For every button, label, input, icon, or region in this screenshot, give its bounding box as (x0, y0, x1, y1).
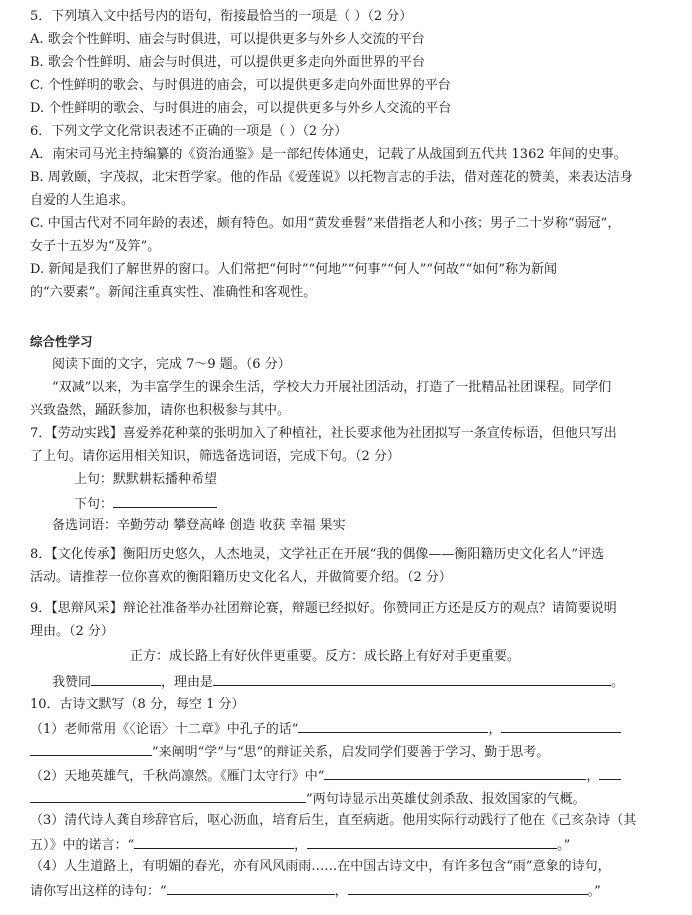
q10-stem: 10．古诗文默写（8 分，每空 1 分） (30, 697, 245, 712)
q10-p2-text-a: （2）天地英雄气，千秋尚凛然。《雁门太守行》中“ (30, 769, 325, 784)
q10-p3-comma: ， (294, 838, 308, 853)
section-para-line2: 兴致盎然，踊跃参加，请你也积极参与其中。 (30, 403, 291, 418)
q10-p2-blank1[interactable] (324, 766, 586, 780)
section-intro: 阅读下面的文字，完成 7～9 题。（6 分） (52, 357, 291, 372)
q7-stem-line2: 了上句。请你运用相关知识，筛选备选词语，完成下句。（2 分） (30, 449, 400, 464)
q10-p2-text-b: ”两句诗显示出英雄仗剑杀敌、报效国家的气概。 (306, 792, 586, 807)
q6-option-a: A．南宋司马光主持编纂的《资治通鉴》是一部纪传体通史，记载了从战国到五代共 1362 年间的史事。 (30, 147, 627, 162)
q9-stem-line1: 9．【思辩风采】辩论社准备举办社团辩论赛，辩题已经拟好。你赞同正方还是反方的观点？请简要说明 (30, 601, 617, 616)
q8-stem-line1: 8．【文化传承】衡阳历史悠久，人杰地灵，文学社正在开展“我的偶像——衡阳籍历史文化名人”评选 (30, 547, 605, 562)
q5-option-c: C. 个性鲜明的歌会、与时俱进的庙会，可以提供更多走向外面世界的平台 (30, 78, 451, 93)
q9-answer-line (52, 672, 624, 690)
q6-option-c-line2: 女子十五岁为“及笄”。 (30, 239, 161, 254)
q10-p4-blank1[interactable] (167, 881, 335, 895)
q10-p3-close: 。” (557, 838, 571, 853)
q9-side-blank[interactable] (91, 672, 161, 686)
q7-stem-line1: 7．【劳动实践】喜爱养花种菜的张明加入了种植社，社长要求他为社团拟写一条宣传标语，但他只写出 (30, 426, 617, 441)
q6-stem: 6．下列文学文化常识表述不正确的一项是（ ）（2 分） (30, 124, 348, 139)
q10-p2-line1 (30, 766, 621, 784)
q10-p4-blank2[interactable] (348, 881, 588, 895)
q8-stem-line2: 活动。请推荐一位你喜欢的衡阳籍历史文化名人，并做简要介绍。（2 分） (30, 570, 452, 585)
q10-p1-text-b: ”来阐明“学”与“思”的辩证关系，启发同学们要善于学习、勤于思考。 (152, 745, 550, 760)
q7-lower-line (74, 494, 217, 512)
q10-p2-comma: ， (586, 769, 600, 784)
q9-stem-line2: 理由。（2 分） (30, 624, 114, 639)
q6-option-d-line2: 的“六要素”。新闻注重真实性、准确性和客观性。 (30, 285, 317, 300)
q7-upper-line: 上句：默默耕耘播种希望 (74, 472, 218, 487)
q10-p2-line2 (30, 789, 586, 807)
q10-p2-blank2[interactable] (599, 766, 621, 780)
q6-option-c-line1: C. 中国古代对不同年龄的表述，颇有特色。如用“黄发垂髫”来借指老人和小孩；男子二十岁称“弱冠”， (30, 216, 621, 231)
q9-agree-label: 我赞同 (52, 675, 92, 690)
q10-p1-line2 (30, 742, 549, 760)
section-title: 综合性学习 (30, 334, 93, 349)
q5-option-a: A. 歌会个性鲜明、庙会与时俱进，可以提供更多与外乡人交流的平台 (30, 32, 425, 47)
q9-topic: 正方：成长路上有好伙伴更重要。反方：成长路上有好对手更重要。 (130, 649, 521, 664)
q5-option-b: B. 歌会个性鲜明、庙会与时俱进，可以提供更多走向外面世界的平台 (30, 55, 425, 70)
q9-reason-blank[interactable] (213, 672, 611, 686)
q10-p1-blank2[interactable] (501, 719, 621, 733)
q10-p4-text-b: 请你写出这样的诗句：“ (30, 884, 167, 899)
q7-answer-blank[interactable] (113, 494, 217, 508)
q10-p1-blank2-cont[interactable] (30, 742, 152, 756)
q10-p1-blank1[interactable] (298, 719, 488, 733)
q10-p4-comma: ， (334, 884, 348, 899)
q10-p3-blank2[interactable] (307, 835, 557, 849)
q6-option-b-line1: B. 周敦颐，字茂叔，北宋哲学家。他的作品《爱莲说》以托物言志的手法，借对莲花的赞美，来表达洁身 (30, 170, 633, 185)
q5-stem: 5．下列填入文中括号内的语句，衔接最恰当的一项是（ ）（2 分） (30, 9, 413, 24)
q10-p3-line1: （3）清代诗人龚自珍辞官后，呕心沥血，培育后生，直至病逝。他用实际行动践行了他在《己亥杂诗（其 (30, 813, 637, 828)
q9-end-mark: 。 (611, 675, 625, 690)
q7-options: 备选词语：辛勤劳动 攀登高峰 创造 收获 幸福 果实 (52, 518, 346, 533)
q10-p4-line2 (30, 881, 601, 899)
q9-reason-label: ，理由是 (161, 675, 214, 690)
q10-p3-text-b: 五）》中的诺言：“ (30, 838, 135, 853)
q10-p1-line1 (30, 719, 621, 737)
q10-p3-line2 (30, 835, 570, 853)
q10-p2-blank2-cont[interactable] (30, 789, 306, 803)
q10-p4-close: 。” (587, 884, 601, 899)
q10-p4-line1: （4）人生道路上，有明媚的春光，亦有风风雨雨……在中国古诗文中，有许多包含“雨”意象的诗句， (30, 859, 611, 874)
q10-p1-comma: ， (488, 722, 502, 737)
q5-option-d: D. 个性鲜明的歌会、与时俱进的庙会，可以提供更多与外乡人交流的平台 (30, 101, 452, 116)
q6-option-d-line1: D. 新闻是我们了解世界的窗口。人们常把“何时”“何地”“何事”“何人”“何故”“如何”称为新闻 (30, 262, 557, 277)
q10-p1-text-a: （1）老师常用《〈论语〉十二章》中孔子的话“ (30, 722, 299, 737)
q7-lower-label: 下句： (74, 497, 114, 512)
section-para-line1: “双减”以来，为丰富学生的课余生活，学校大力开展社团活动，打造了一批精品社团课程。同学们 (52, 380, 612, 395)
q6-option-b-line2: 自爱的人生追求。 (30, 193, 135, 208)
q10-p3-blank1[interactable] (134, 835, 294, 849)
